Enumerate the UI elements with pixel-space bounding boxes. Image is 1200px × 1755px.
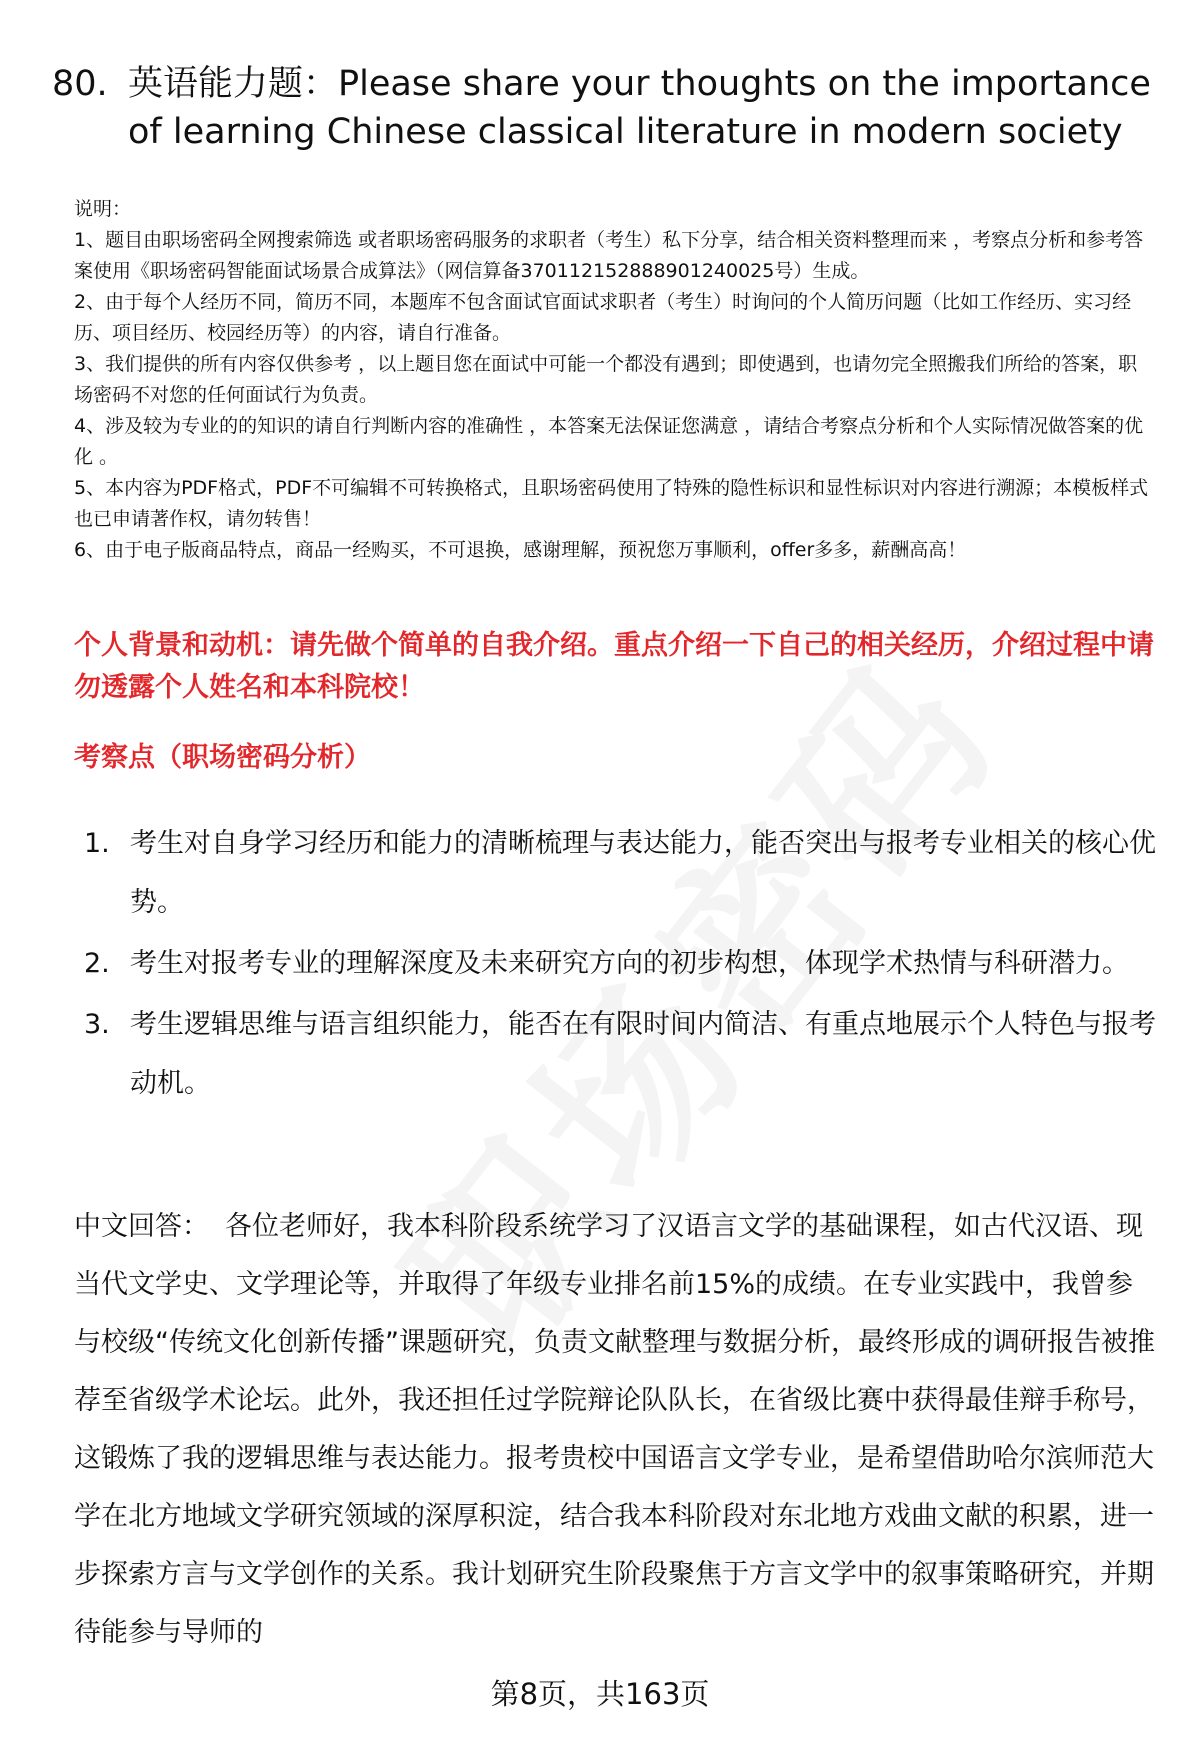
note-item: 4、涉及较为专业的的知识的请自行判断内容的准确性 ，本答案无法保证您满意 ，请结合考察点分析和个人实际情况做答案的优化 。 — [74, 415, 1144, 468]
question-number: 80. — [52, 64, 108, 104]
page-footer: 第8页，共163页 — [490, 1677, 710, 1711]
point-text: 考生逻辑思维与语言组织能力，能否在有限时间内简洁、有重点地展示个人特色与报考动机。 — [130, 1009, 1156, 1099]
note-item: 5、本内容为PDF格式，PDF不可编辑不可转换格式，且职场密码使用了特殊的隐性标识和显性标识对内容进行溯源；本模板样式也已申请著作权，请勿转售！ — [74, 477, 1149, 530]
answer-lead: 中文回答： — [74, 1211, 209, 1242]
analysis-point — [84, 814, 1159, 932]
point-text: 考生对报考专业的理解深度及未来研究方向的初步构想，体现学术热情与科研潜力。 — [130, 948, 1129, 979]
point-number: 2. — [84, 948, 110, 979]
note-item: 1、题目由职场密码全网搜索筛选 或者职场密码服务的求职者（考生）私下分享，结合相关资料整理而来 ，考察点分析和参考答案使用《职场密码智能面试场景合成算法》（网信算备370112152888901240025号）生成。 — [74, 229, 1144, 282]
point-number: 1. — [84, 828, 110, 859]
notes-title: 说明： — [74, 198, 132, 220]
analysis-point — [84, 995, 1159, 1113]
analysis-points — [84, 814, 1159, 1115]
background-heading: 个人背景和动机：请先做个简单的自我介绍。重点介绍一下自己的相关经历，介绍过程中请勿透露个人姓名和本科院校！ — [74, 630, 1154, 703]
notes-section — [74, 194, 1154, 566]
answer-paragraph — [74, 1198, 1156, 1662]
analysis-heading: 考察点（职场密码分析） — [74, 742, 371, 773]
point-number: 3. — [84, 1009, 110, 1040]
question-title — [52, 60, 1152, 156]
question-text: 英语能力题：Please share your thoughts on the importance of learning Chinese classical literature in modern society — [128, 64, 1151, 152]
point-text: 考生对自身学习经历和能力的清晰梳理与表达能力，能否突出与报考专业相关的核心优势。 — [130, 828, 1156, 918]
note-item: 3、我们提供的所有内容仅供参考 ，以上题目您在面试中可能一个都没有遇到；即使遇到，也请勿完全照搬我们所给的答案，职场密码不对您的任何面试行为负责。 — [74, 353, 1138, 406]
note-item: 2、由于每个人经历不同，简历不同，本题库不包含面试官面试求职者（考生）时询问的个人简历问题（比如工作经历、实习经历、项目经历、校园经历等）的内容，请自行准备。 — [74, 291, 1132, 344]
answer-text: 各位老师好，我本科阶段系统学习了汉语言文学的基础课程，如古代汉语、现当代文学史、文学理论等，并取得了年级专业排名前15%的成绩。在专业实践中，我曾参与校级“传统文化创新传播”课题研究，负责文献整理与数据分析，最终形成的调研报告被推荐至省级学术论坛。此外，我还担任过学院辩论队队长，在省级比赛中获得最佳辩手称号，这锻炼了我的逻辑思维与表达能力。报考贵校中国语言文学专业，是希望借助哈尔滨师范大学在北方地域文学研究领域的深厚积淀，结合我本科阶段对东北地方戏曲文献的积累，进一步探索方言与文学创作的关系。我计划研究生阶段聚焦于方言文学中的叙事策略研究，并期待能参与导师的 — [74, 1211, 1155, 1648]
analysis-point — [84, 934, 1159, 993]
note-item: 6、由于电子版商品特点，商品一经购买，不可退换，感谢理解，预祝您万事顺利，offer多多，薪酬高高！ — [74, 539, 967, 561]
